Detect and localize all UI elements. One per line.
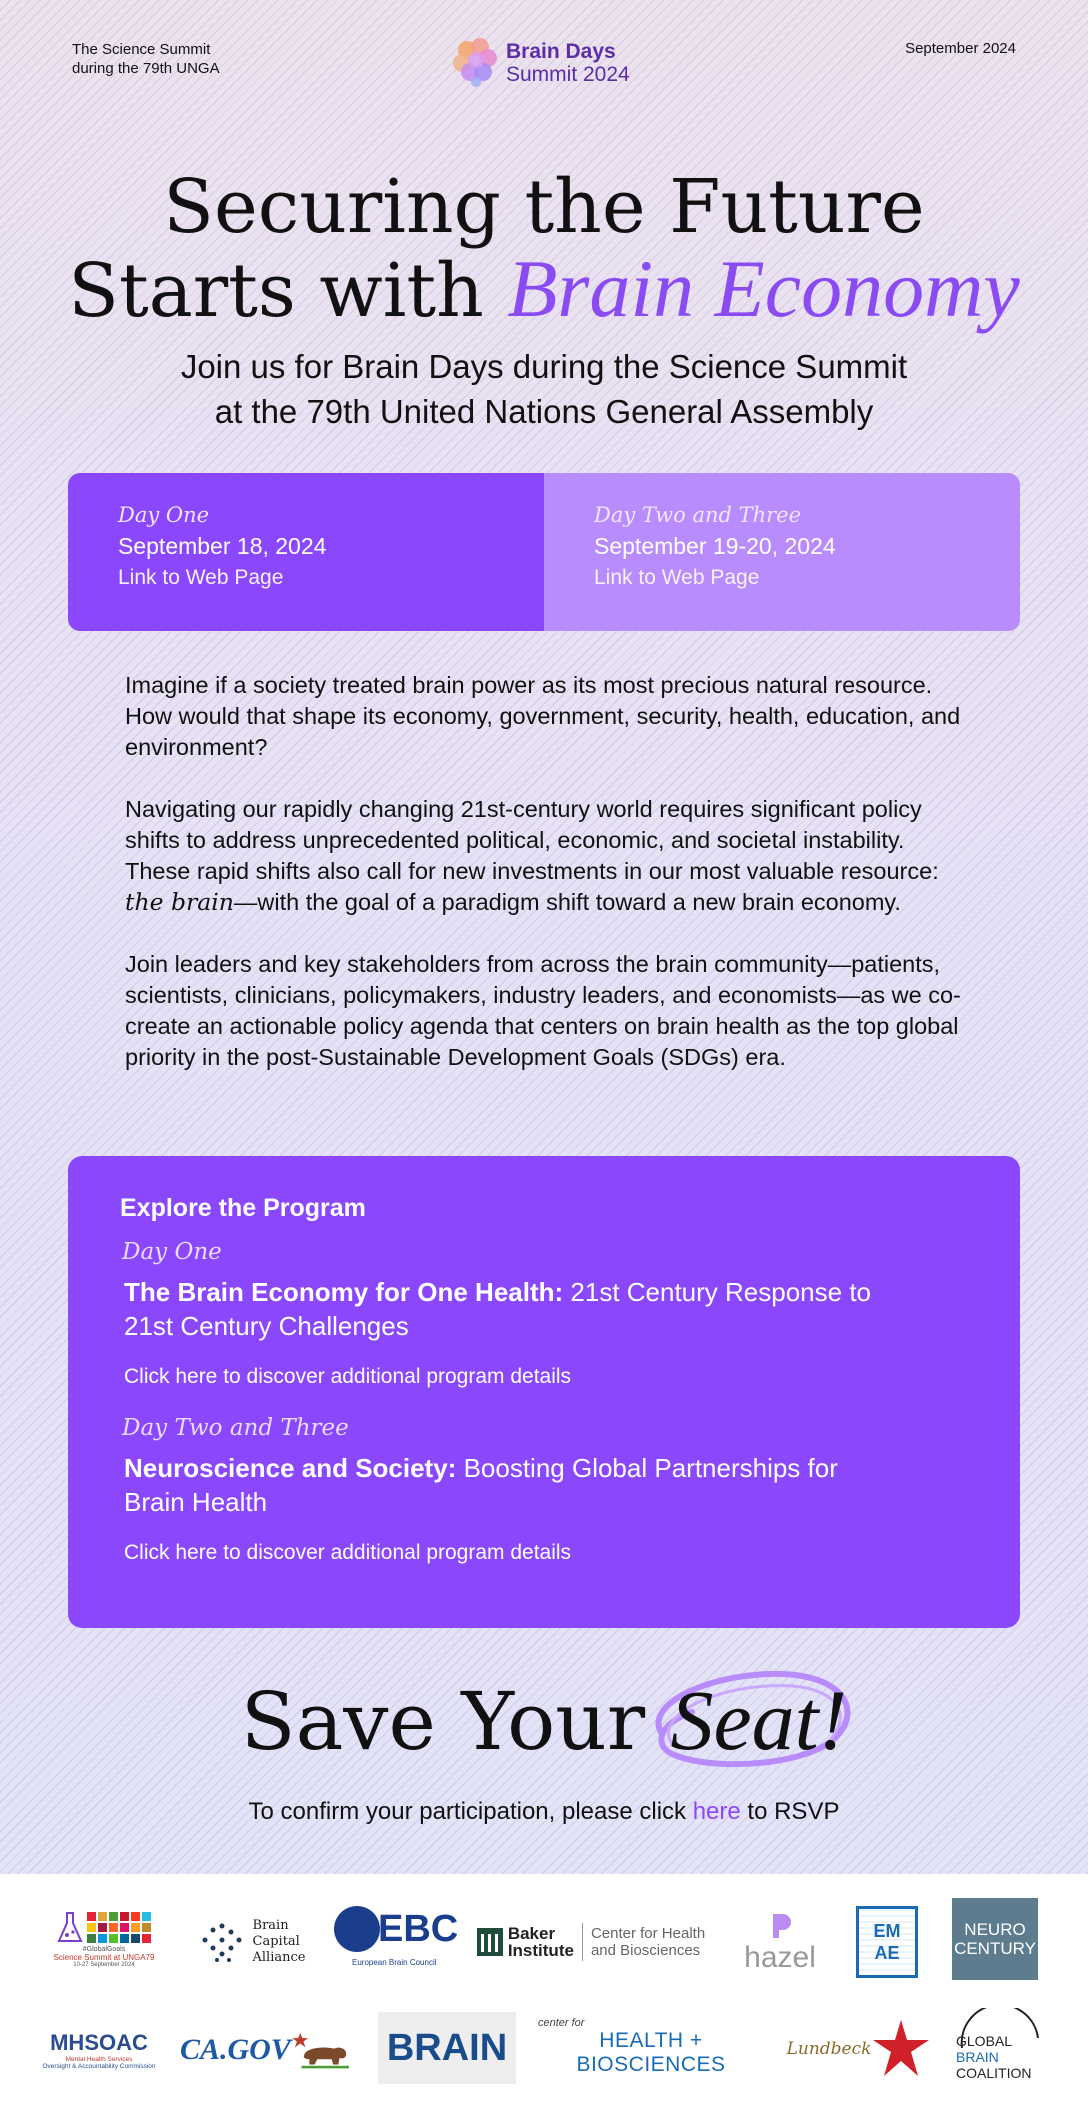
ebc-name: European Brain Council <box>352 1958 437 1967</box>
european-brain-council-logo <box>334 1906 459 1972</box>
baker-institute-logo <box>466 1918 716 1966</box>
health-biosciences-logo <box>538 2017 764 2076</box>
bca-line3: Alliance <box>252 1950 306 1965</box>
program-day-one-details-link[interactable]: Click here to discover additional program details <box>124 1365 572 1388</box>
network-dots-icon <box>197 1920 247 1964</box>
brain-initiative-logo <box>378 2012 516 2084</box>
sdg-dates: 10-27 September 2024 <box>73 1961 135 1968</box>
bca-line1: Brain <box>252 1918 289 1933</box>
program-day-one-title-rest: 21st Century Response to 21st Century Challenges <box>124 1277 872 1341</box>
neuro-line2: CENTURY <box>954 1939 1036 1958</box>
gbc-line3: COALITION <box>956 2065 1032 2081</box>
baker-line1: Baker <box>507 1924 556 1943</box>
program-day-two-title <box>124 1451 844 1519</box>
rsvp-line <box>0 1798 1088 1826</box>
brain-name: BRAIN <box>386 2026 508 2069</box>
mhsoac-sub2: Oversight & Accountability Commission <box>42 2063 156 2070</box>
red-star-icon <box>871 2018 931 2080</box>
date-card-date: September 19-20, 2024 <box>594 533 836 559</box>
intro-paragraph-2 <box>125 794 965 918</box>
header-left-line2: during the 79th UNGA <box>72 60 220 77</box>
mhsoac-name: MHSOAC <box>50 2030 148 2055</box>
hazel-logo <box>736 1904 824 1980</box>
date-card-day-two-three <box>544 473 1020 631</box>
intro-paragraph-1: Imagine if a society treated brain power as its most precious natural resource. How would that shape its economy, government, security, health, education, and environment? <box>125 672 961 760</box>
program-day-two-title-bold: Neuroscience and Society: <box>124 1453 457 1483</box>
ebc-mark: EBC <box>378 1908 459 1950</box>
date-card-label: Day One <box>118 503 210 527</box>
program-day-one-title-bold: The Brain Economy for One Health: <box>124 1277 564 1307</box>
emae-logo <box>852 1900 922 1984</box>
program-day-one-label: Day One <box>122 1239 222 1265</box>
date-card-label: Day Two and Three <box>594 503 802 527</box>
ebc-circle-icon <box>334 1906 380 1952</box>
header-left-line1: The Science Summit <box>72 41 211 58</box>
hb-line2: HEALTH + BIOSCIENCES <box>576 2029 726 2076</box>
brain-days-logo <box>452 36 630 90</box>
hero-line2 <box>0 243 1088 334</box>
save-your-seat-heading <box>0 1672 1088 1770</box>
sdg-name: Science Summit at UNGA79 <box>53 1952 155 1962</box>
california-bear-icon <box>291 2020 350 2080</box>
intro-paragraph-3: Join leaders and key stakeholders from across the brain community—patients, scientists, clinicians, policymakers, industry leaders, and economists—as we co-create an actionable policy agenda that centers on brain health as the top global priority in the post-Sustainable Development Goals (SDGs) era. <box>125 951 961 1070</box>
global-brain-coalition-logo <box>952 2008 1048 2092</box>
save-accent: Seat! <box>670 1672 848 1768</box>
hazel-name: hazel <box>744 1941 816 1974</box>
rsvp-link[interactable]: here <box>692 1798 741 1825</box>
chb-line2: and Biosciences <box>590 1942 701 1959</box>
program-day-two-title-rest: Boosting Global Partnerships for Brain Health <box>124 1453 838 1517</box>
lundbeck-logo <box>784 2014 934 2084</box>
header-date: September 2024 <box>905 40 1016 57</box>
science-summit-logo <box>48 1904 160 1974</box>
partner-logo-strip <box>0 1874 1088 2112</box>
date-card-day-one <box>68 473 544 631</box>
program-day-one-title <box>124 1275 924 1343</box>
emae-mark: EM AE <box>856 1906 918 1978</box>
logo-subtitle: Summit 2024 <box>506 63 630 86</box>
date-card-date: September 18, 2024 <box>118 533 327 559</box>
neuro-century-logo <box>952 1898 1038 1980</box>
save-plain: Save Your <box>240 1675 671 1768</box>
baker-columns-icon <box>477 1928 503 1956</box>
hero-line2-accent: Brain Economy <box>507 243 1020 334</box>
brain-capital-alliance-logo <box>186 1914 316 1970</box>
hazel-heart-icon <box>763 1910 797 1942</box>
ca-gov-logo <box>180 2014 350 2086</box>
rsvp-before: To confirm your participation, please click <box>248 1798 693 1825</box>
program-day-two-details-link[interactable]: Click here to discover additional program details <box>124 1541 572 1564</box>
header-left <box>72 40 220 78</box>
flask-icon <box>57 1911 83 1945</box>
hero-line1: Securing the Future <box>163 164 925 250</box>
hero-line2-plain: Starts with <box>68 248 508 334</box>
program-day-two-label: Day Two and Three <box>122 1415 349 1441</box>
program-heading: Explore the Program <box>120 1194 366 1222</box>
intro-text <box>125 670 965 1104</box>
hero-subtitle-line1: Join us for Brain Days during the Science Summit <box>180 348 908 385</box>
hero-subtitle <box>0 344 1088 434</box>
intro-p2-after: —with the goal of a paradigm shift toward a new brain economy. <box>233 889 901 915</box>
day-two-three-web-link[interactable]: Link to Web Page <box>594 566 760 589</box>
date-cards <box>68 473 1020 631</box>
brain-flower-icon <box>452 36 498 90</box>
baker-line2: Institute <box>507 1941 574 1960</box>
hb-line1: center for <box>538 2017 585 2029</box>
hero-heading <box>0 166 1088 332</box>
hero-subtitle-line2: at the 79th United Nations General Assembly <box>214 393 874 430</box>
day-one-web-link[interactable]: Link to Web Page <box>118 566 284 589</box>
logo-title: Brain Days <box>506 40 616 63</box>
sdg-grid <box>87 1912 151 1943</box>
gbc-line2: BRAIN <box>956 2049 999 2065</box>
rsvp-after: to RSVP <box>740 1798 840 1825</box>
bca-line2: Capital <box>252 1934 300 1949</box>
mhsoac-logo <box>36 2022 162 2078</box>
cagov-name: CA.GOV <box>180 2033 291 2066</box>
sdg-hashtag: #GlobalGoals <box>82 1945 126 1953</box>
program-panel <box>68 1156 1020 1628</box>
neuro-line1: NEURO <box>964 1920 1026 1939</box>
chb-line1: Center for Health <box>590 1925 706 1942</box>
intro-p2-emphasis: the brain <box>125 888 234 916</box>
mhsoac-sub1: Mental Health Services <box>65 2056 133 2063</box>
lundbeck-name: Lundbeck <box>786 2039 872 2059</box>
gbc-line1: GLOBAL <box>956 2033 1013 2049</box>
intro-p2-before: Navigating our rapidly changing 21st-century world requires significant policy shifts to address unprecedented political, economic, and societal instability. These rapid shifts also call for new investments in our most valuable resource: <box>125 796 939 884</box>
